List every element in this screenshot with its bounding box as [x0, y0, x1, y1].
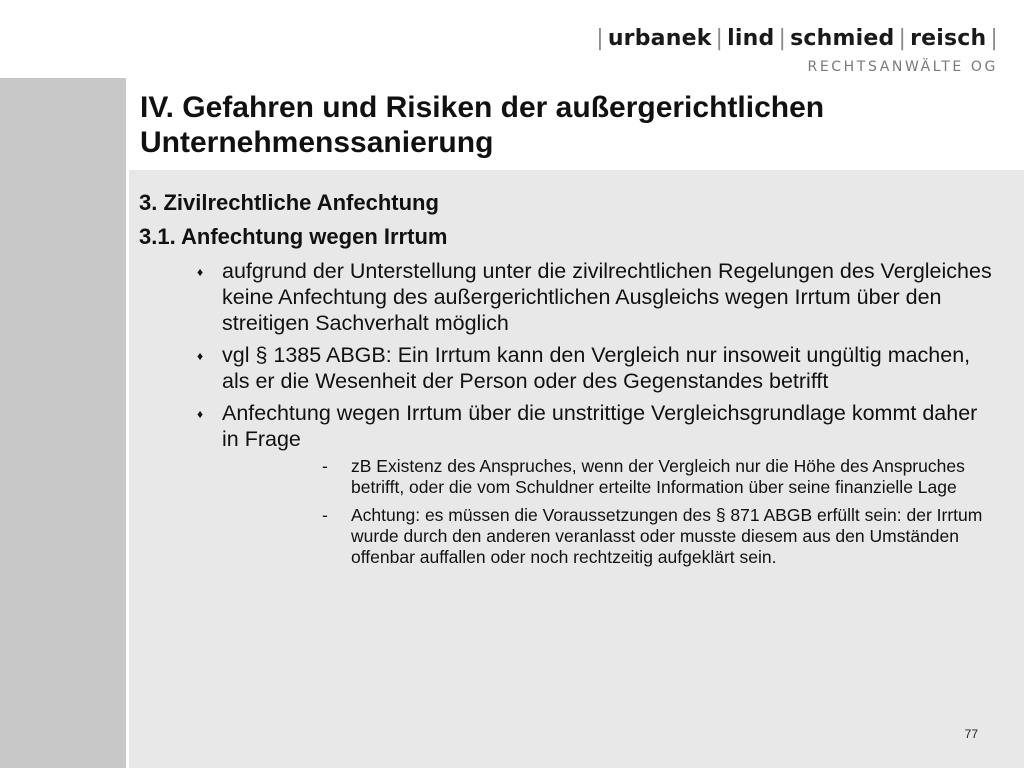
diamond-bullet-icon: ♦	[197, 349, 204, 363]
logo-name-lind: lind	[727, 26, 775, 51]
section-heading: 3. Zivilrechtliche Anfechtung	[139, 190, 439, 215]
bullet-item	[139, 342, 999, 394]
logo-separator: |	[898, 26, 907, 51]
sub-bullet-item	[222, 456, 999, 498]
logo-name-urbanek: urbanek	[607, 26, 712, 51]
bullet-text: vgl § 1385 ABGB: Ein Irrtum kann den Vergleich nur insoweit ungültig machen, als er die Wesenheit der Person oder des Gegenstandes betrifft	[222, 343, 971, 393]
logo-separator: |	[715, 26, 724, 51]
bullet-text: aufgrund der Unterstellung unter die zivilrechtlichen Regelungen des Vergleiches keine Anfechtung des außergerichtlichen Ausgleichs wegen Irrtum über den streitigen Sachverhalt möglich	[222, 259, 992, 335]
slide-title: IV. Gefahren und Risiken der außergerichtlichen Unternehmenssanierung	[140, 91, 825, 159]
bullet-list	[139, 258, 999, 568]
sub-bullet-text: Achtung: es müssen die Voraussetzungen des § 871 ABGB erfüllt sein: der Irrtum wurde durch den anderen veranlasst oder musste diesem aus den Umständen offenbar auffallen oder noch rechtzeitig aufgeklärt sein.	[351, 505, 983, 567]
firm-logo	[592, 26, 1002, 75]
logo-names	[592, 26, 1002, 51]
subsection-heading: 3.1. Anfechtung wegen Irrtum	[139, 224, 448, 249]
logo-separator: |	[596, 26, 604, 51]
logo-subtitle: RECHTSANWÄLTE OG	[807, 59, 998, 75]
bullet-text: Anfechtung wegen Irrtum über die unstrittige Vergleichsgrundlage kommt daher in Frage	[222, 401, 978, 451]
bullet-item	[139, 400, 999, 568]
logo-name-reisch: reisch	[910, 26, 987, 51]
dash-bullet-icon: -	[322, 456, 328, 476]
logo-name-schmied: schmied	[790, 26, 895, 51]
sub-bullet-text: zB Existenz des Anspruches, wenn der Vergleich nur die Höhe des Anspruches betrifft, oder die vom Schuldner erteilte Information über seine finanzielle Lage	[351, 456, 965, 497]
diamond-bullet-icon: ♦	[197, 265, 204, 279]
logo-separator: |	[990, 26, 998, 51]
sub-bullet-item	[222, 505, 999, 568]
diamond-bullet-icon: ♦	[197, 407, 204, 421]
dash-bullet-icon: -	[322, 505, 328, 525]
page-number: 77	[964, 727, 978, 741]
slide-body	[139, 190, 999, 575]
sub-bullet-list	[222, 456, 999, 568]
logo-separator: |	[778, 26, 787, 51]
left-decorative-band	[0, 78, 129, 768]
bullet-item	[139, 258, 999, 336]
